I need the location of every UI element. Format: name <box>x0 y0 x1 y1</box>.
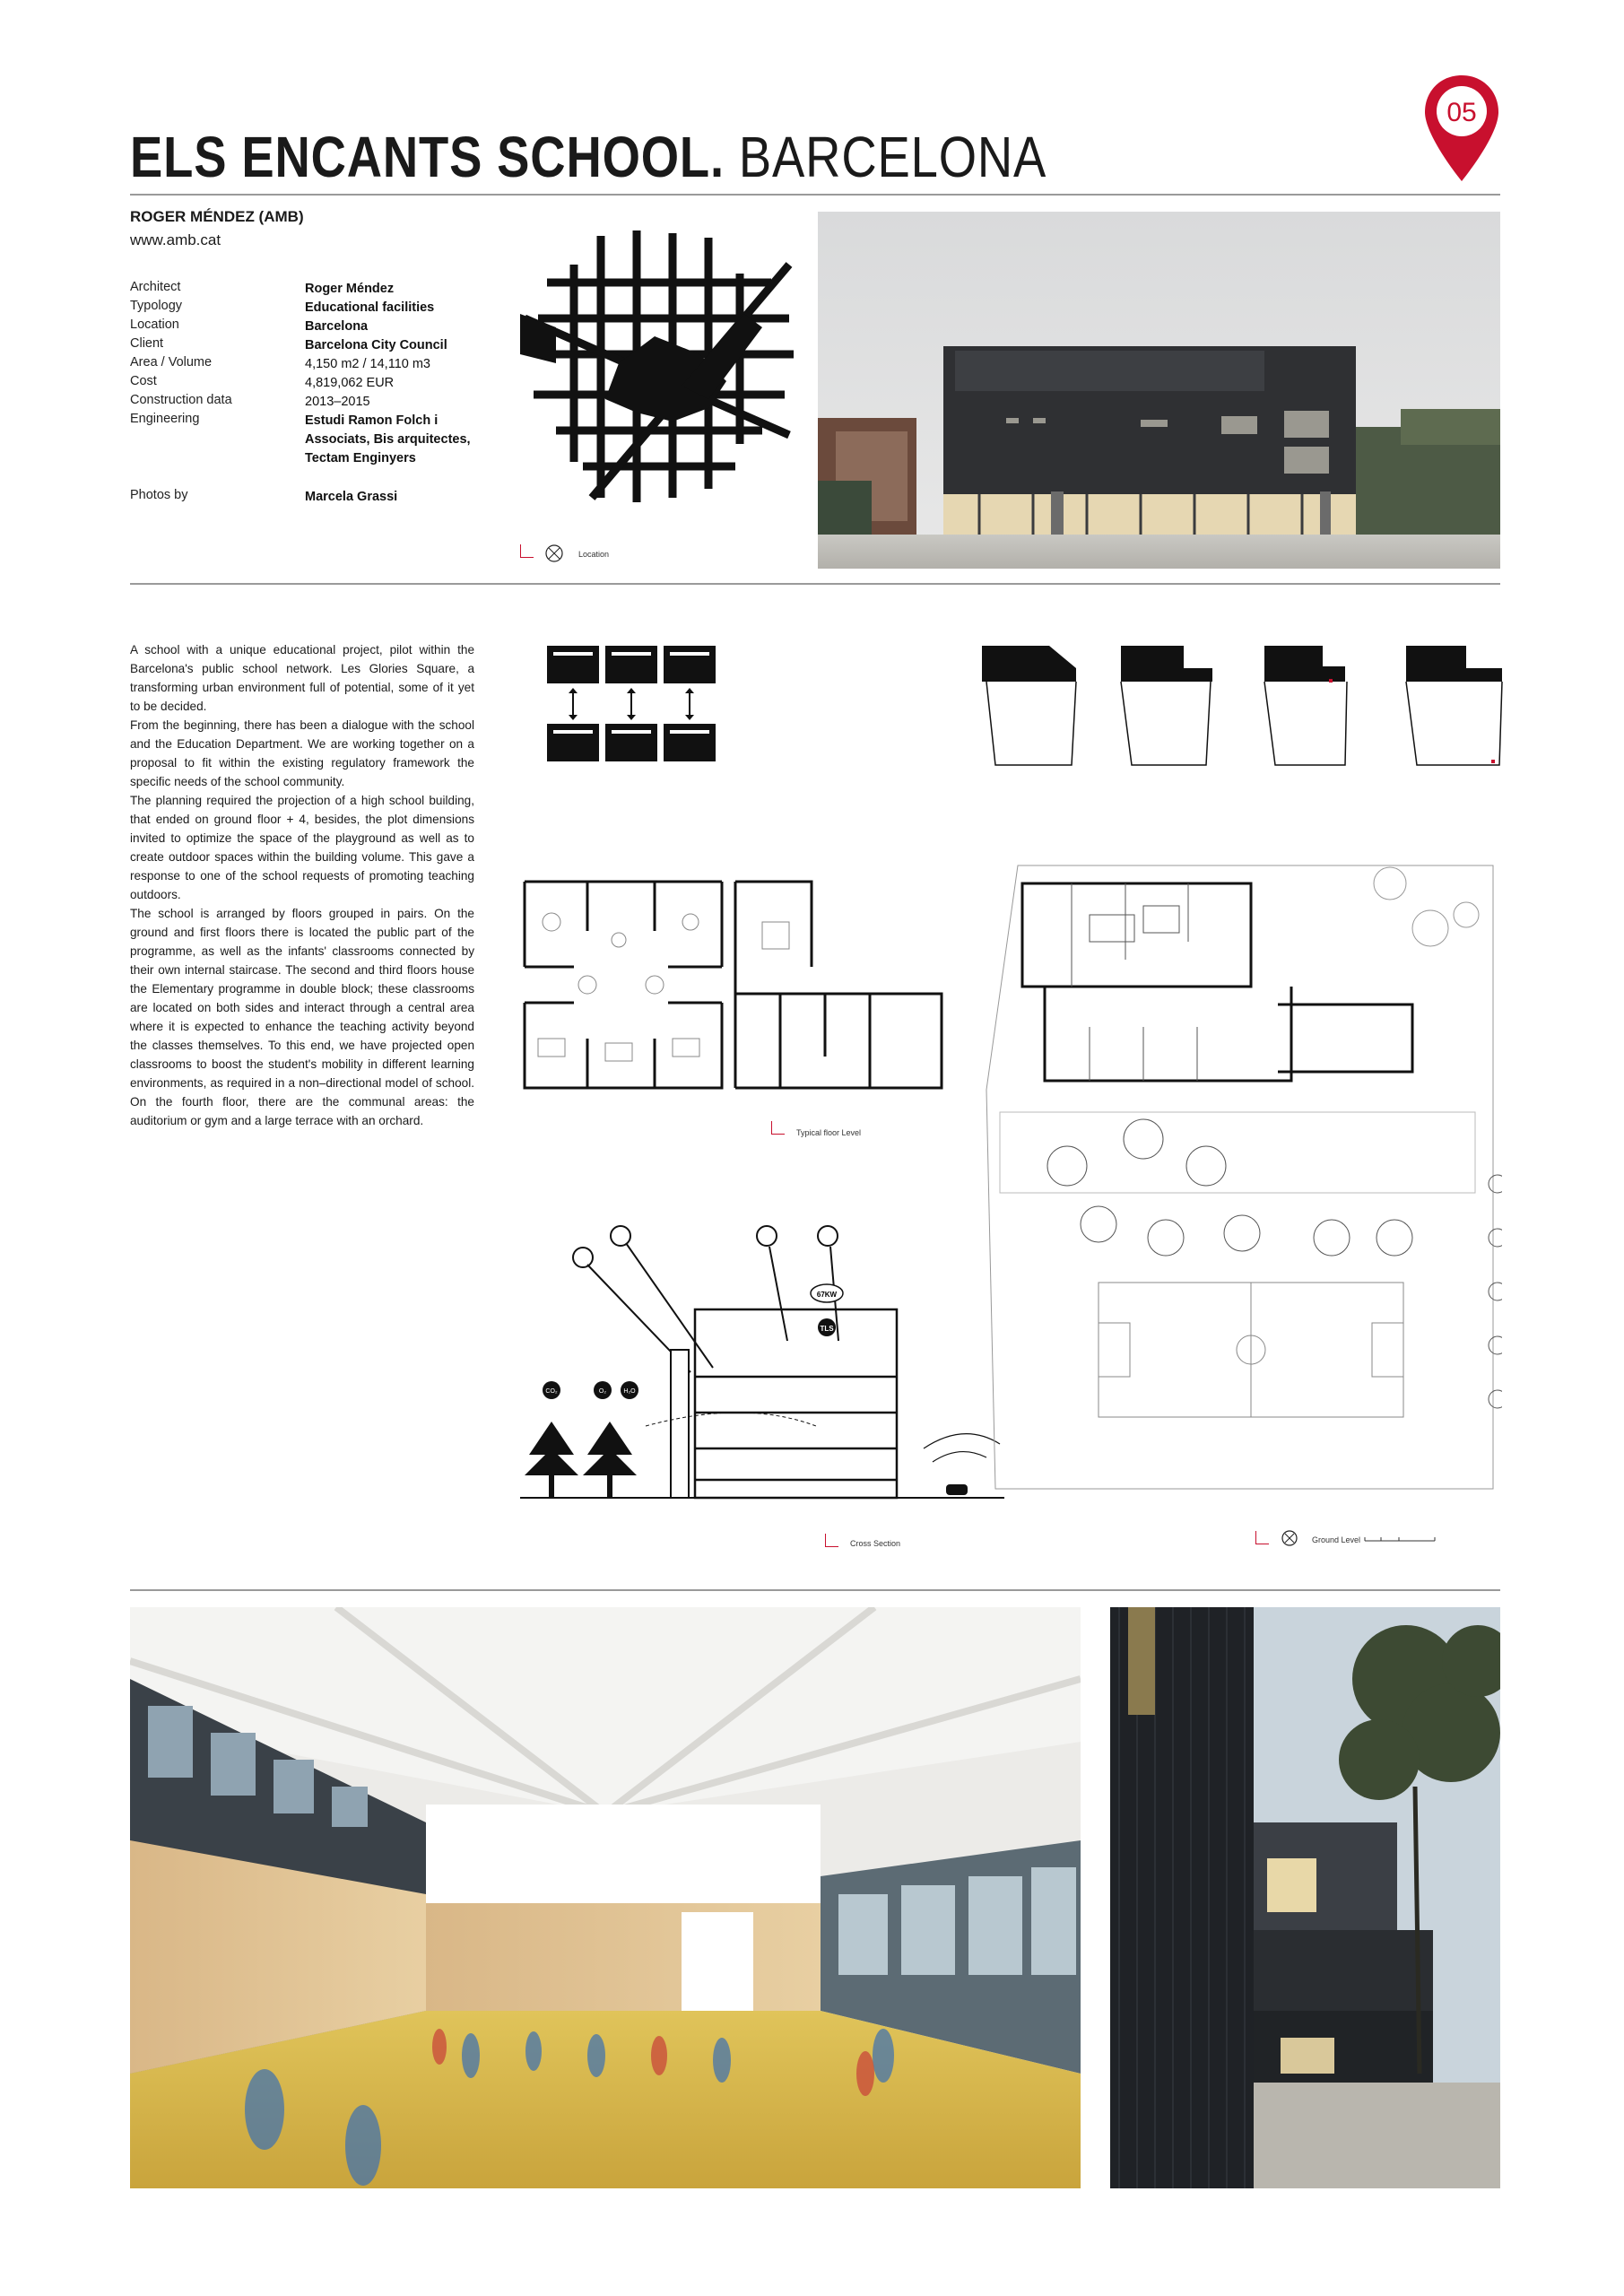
gymnasium-photo <box>130 1607 1081 2188</box>
typical-floor-plan <box>520 877 946 1092</box>
section-divider <box>130 583 1500 585</box>
tree-icon <box>525 1422 637 1498</box>
location-map <box>520 229 803 507</box>
description-paragraph: A school with a unique educational project, pilot within the Barcelona's public school network. Les Glories Square, a transforming urban environment full of potential, some of it yet to be decided. <box>130 643 474 713</box>
location-caption: Location <box>578 550 610 559</box>
ground-level-plan <box>982 861 1502 1507</box>
floor-pairs-diagram <box>543 641 722 767</box>
credit-value-line: Estudi Ramon Folch i <box>305 413 439 428</box>
credit-label: Area / Volume <box>130 355 213 370</box>
o2-badge <box>594 1381 612 1399</box>
ground-level-caption: Ground Level <box>1312 1535 1361 1544</box>
cross-section-diagram <box>520 1220 1004 1507</box>
page-title <box>130 121 1046 193</box>
credit-value: 4,150 m2 / 14,110 m3 <box>305 357 430 371</box>
credit-label: Typology <box>130 299 183 313</box>
project-description <box>130 640 474 1130</box>
credit-label: Engineering <box>130 412 200 426</box>
caption-marker <box>1255 1531 1269 1544</box>
credit-value-line: Associats, Bis arquitectes, <box>305 432 471 447</box>
credit-value: 4,819,062 EUR <box>305 376 395 390</box>
credit-value: Educational facilities <box>305 300 435 315</box>
credit-label: Cost <box>130 374 157 388</box>
credit-value: Barcelona <box>305 319 369 334</box>
credit-label: Architect <box>130 280 181 294</box>
description-paragraph: The school is arranged by floors grouped in pairs. On the ground and first floors there is located the public part of the programme, as well as the infants' classrooms connected by their own internal staircase. The second and third floors house the Elementary programme in double block; these classrooms are located on both sides and interact through a central area where it is expected to enhance the teaching activity beyond the classes themselves. To this end, we have projected open classrooms to boost the student's mobility in different learning environments, as required in a non–directional model of school. On the fourth floor, there are the communal areas: the auditorium or gym and a large terrace with an orchard. <box>130 907 474 1127</box>
section-divider <box>130 1589 1500 1591</box>
north-arrow-icon <box>544 544 564 563</box>
caption-marker <box>771 1121 785 1135</box>
credit-label: Construction data <box>130 393 232 407</box>
description-paragraph: From the beginning, there has been a dialogue with the school and the Education Department. We are working together on a proposal to fit within the existing regulatory framework the specific needs of the school community. <box>130 718 474 788</box>
cross-section-caption: Cross Section <box>850 1539 901 1548</box>
credit-label: Client <box>130 336 164 351</box>
exterior-photo <box>1110 1607 1500 2188</box>
website-link[interactable]: www.amb.cat <box>130 231 221 248</box>
kw-label: 67KW <box>816 1291 838 1299</box>
credit-value: Marcela Grassi <box>305 490 398 504</box>
svg-text:H₂O: H₂O <box>623 1388 636 1395</box>
header-divider <box>130 194 1500 196</box>
scale-bar <box>1363 1532 1444 1544</box>
title-light: BARCELONA <box>738 125 1047 189</box>
credit-value-line: Tectam Enginyers <box>305 451 416 465</box>
description-paragraph: The planning required the projection of a high school building, that ended on ground floor + 4, besides, the plot dimensions invited to optimize the space of the playground as well as to create outdoor spaces within the building volume. This gave a response to one of the school requests of promoting teaching outdoors. <box>130 794 474 901</box>
location-pin-icon <box>1421 72 1502 188</box>
caption-marker <box>520 544 534 558</box>
title-bold: ELS ENCANTS SCHOOL. <box>130 125 725 189</box>
co2-badge <box>543 1381 560 1399</box>
credit-label: Photos by <box>130 488 188 502</box>
credit-value: Roger Méndez <box>305 282 395 296</box>
credit-value: Barcelona City Council <box>305 338 447 352</box>
tls-label: TLS <box>820 1325 834 1333</box>
credit-label: Location <box>130 317 179 332</box>
author-name: ROGER MÉNDEZ (AMB) <box>130 208 304 225</box>
svg-text:CO₂: CO₂ <box>545 1388 558 1395</box>
h2o-badge <box>621 1381 638 1399</box>
facade-photo <box>818 212 1500 569</box>
volume-evolution-diagram <box>977 641 1507 767</box>
north-arrow-icon <box>1281 1529 1298 1547</box>
credit-value: 2013–2015 <box>305 395 370 409</box>
caption-marker <box>825 1534 838 1547</box>
svg-text:O₂: O₂ <box>598 1388 607 1395</box>
typical-floor-caption: Typical floor Level <box>796 1128 862 1137</box>
pin-number: 05 <box>1446 98 1477 127</box>
